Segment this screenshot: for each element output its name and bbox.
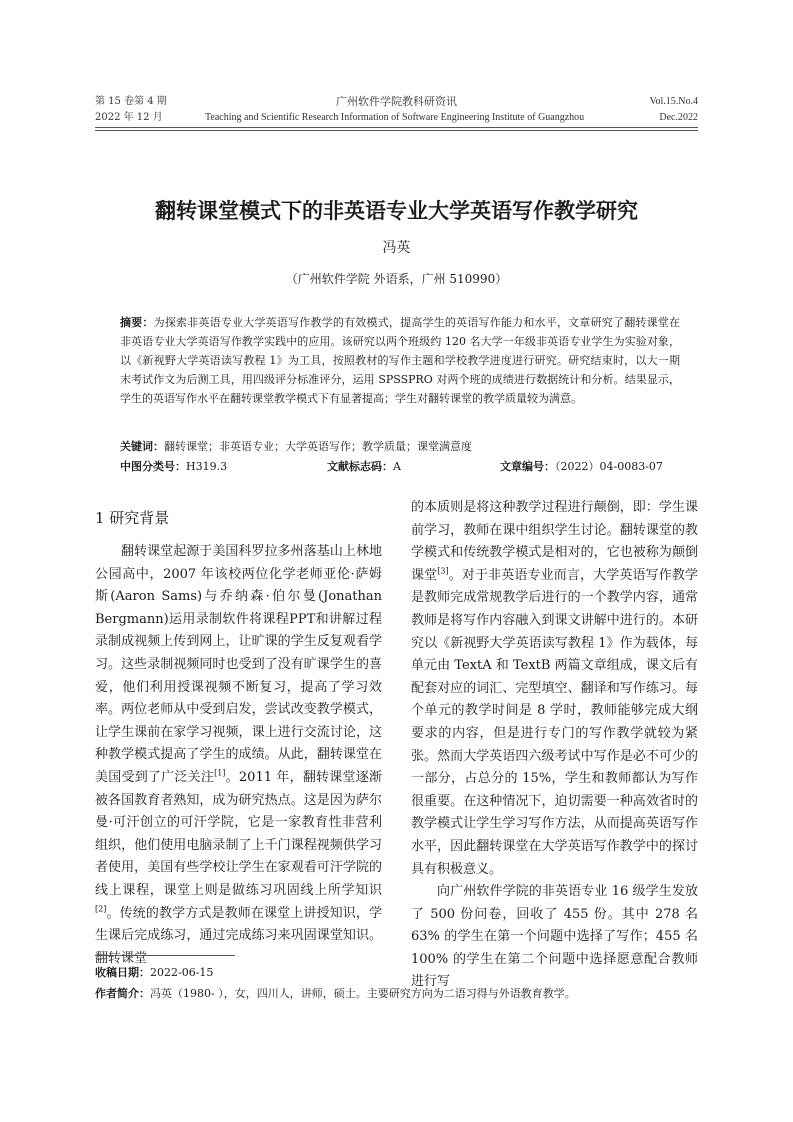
- header-journal-cn: 广州软件学院教科研资讯: [336, 95, 457, 108]
- article-no-line: [500, 457, 663, 476]
- abstract-block: [120, 313, 680, 408]
- header-rule-top: [95, 127, 698, 128]
- citation-ref: [3]: [437, 566, 449, 576]
- doc-code-label: 文献标志码：: [327, 460, 393, 473]
- citation-ref: [2]: [95, 904, 107, 914]
- keywords-label: 关键词：: [120, 440, 164, 453]
- header-date: 2022 年 12 月: [95, 112, 163, 123]
- clc-label: 中图分类号：: [120, 460, 186, 473]
- body-text: 传统的教学方式是教师在课堂上讲授知识，学生课后完成练习，通过完成练习来巩固课堂知识。翻转课堂: [95, 905, 382, 966]
- received-label: 收稿日期：: [95, 966, 150, 979]
- body-paragraph: 向广州软件学院的非英语专业 16 级学生发放了 500 份问卷，回收了 455 份。其中 278 名 63% 的学生在第一个问题中选择了写作；455 名 100% 的学生在第二个问题中选择愿意配合教师进行写: [411, 884, 698, 990]
- header-vol-en: Vol.15.No.4: [649, 96, 698, 107]
- section-heading: 1 研究背景: [95, 509, 170, 527]
- clc-value: H319.3: [186, 460, 228, 473]
- citation-ref: [1]: [214, 768, 226, 778]
- body-left-column: [95, 497, 382, 970]
- body-text: 2011 年，翻转课堂逐渐被各国教育者熟知，成为研究热点。这是因为萨尔曼·可汗创立的可汗学院，它是一家教育性非营利组织，他们使用电脑录制了上千门课程视频供学习者使用，美国有些学校让学生在家观看可汗学院的线上课程，课堂上则是做练习巩固线上所学知识: [95, 769, 382, 898]
- header-journal-en: Teaching and Scientific Research Information of Software Engineering Institute of Guangzhou: [205, 112, 585, 123]
- header-volume: 第 15 卷第 4 期: [95, 96, 167, 107]
- abstract-label: 摘要：: [120, 316, 154, 329]
- article-no-value: （2022）04-0083-07: [555, 460, 663, 473]
- keywords-line: [120, 437, 680, 456]
- body-text: 。对于非英语专业而言，大学英语写作教学是教师完成常规教学后进行的一个教学内容，通常教师是将写作内容融入到课文讲解中进行的。本研究以《新视野大学英语读写教程 1》作为载体，每单元由 TextA 和 TextB 两篇文章组成，课文后有配套对应的词汇、完型填空、翻译和写作练习。每个单元的教学时间是 8 学时，教师能够完成大纲要求的内容，但是进行专门的写作教学就较为紧张。然而大学英语四六级考试中写作是必不可少的一部分，占总分的 15%，学生和教师都认为写作很重要。在这种情况下，迫切需要一种高效省时的教学模式让学生学习写作方法，从而提高英语写作水平，因此翻转课堂在大学英语写作教学中的探讨具有积极意义。: [411, 567, 698, 877]
- bio-label: 作者简介：: [95, 987, 150, 1000]
- author-bio-line: [95, 986, 576, 1002]
- header-rule-bottom: [95, 130, 698, 131]
- body-right-column: [411, 497, 698, 994]
- body-paragraph: [411, 497, 698, 881]
- body-paragraph: 翻转课堂起源于美国科罗拉多州落基山上林地公园高中，2007 年该校两位化学老师亚伦·萨姆斯(Aaron Sams)与乔纳森·伯尔曼(Jonathan Bergmann)运用录制软件将课程PPT和讲解过程录制成视频上传到网上，让旷课的学生反复观看学习。这些录制视频同时也受到了没有旷课学生的喜爱，他们利用授课视频不断复习，提高了学习效率。两位老师从中受到启发，尝试改变教学模式，让学生课前在家学习视频，课上进行交流讨论，这种教学模式提高了学生的成绩。从此，翻转课堂在美国受到了广泛关注[1]。2011 年，翻转课堂逐渐被各国教育者熟知，成为研究热点。这是因为萨尔曼·可汗创立的可汗学院，它是一家教育性非营利组织，他们使用电脑录制了上千门课程视频供学习者使用，美国有些学校让学生在家观看可汗学院的线上课程，课堂上则是做练习巩固线上所学知识[2]。传统的教学方式是教师在课堂上讲授知识，学生课后完成练习，通过完成练习来巩固课堂知识。翻转课堂: [95, 544, 382, 966]
- body-text: 的本质则是将这种教学过程进行颠倒，即：学生课前学习，教师在课中组织学生讨论。翻转课堂的教学模式和传统教学模式是相对的，它也被称为颠倒课堂: [411, 500, 698, 583]
- doc-code-line: [327, 457, 401, 476]
- article-no-label: 文章编号：: [500, 460, 555, 473]
- doc-code-value: A: [393, 460, 401, 473]
- article-title: 翻转课堂模式下的非英语专业大学英语写作教学研究: [155, 198, 638, 223]
- received-value: 2022-06-15: [150, 966, 214, 979]
- abstract-text: 为探索非英语专业大学英语写作教学的有效模式，提高学生的英语写作能力和水平，文章研究了翻转课堂在非英语专业大学英语写作教学实践中的应用。该研究以两个班级约 120 名大学一年级非英语专业学生为实验对象，以《新视野大学英语读写教程 1》为工具，按照教材的写作主题和学校教学进度进行研究。研究结束时，以大一期末考试作文为后测工具，用四级评分标准评分，运用 SPSSPRO 对两个班的成绩进行数据统计和分析。结果显示，学生的英语写作水平在翻转课堂教学模式下有显著提高；学生对翻转课堂的教学质量较为满意。: [120, 316, 681, 405]
- header-date-en: Dec.2022: [659, 112, 698, 123]
- article-affiliation: （广州软件学院 外语系，广州 510990）: [285, 272, 508, 286]
- body-text: 翻转课堂起源于美国科罗拉多州落基山上林地公园高中，2007 年该校两位化学老师亚伦·萨姆斯(Aaron Sams)与乔纳森·伯尔曼(Jonathan Bergmann)运用录制软件将课程PPT和讲解过程录制成视频上传到网上，让旷课的学生反复观看学习。这些录制视频同时也受到了没有旷课学生的喜爱，他们利用授课视频不断复习，提高了学习效率。两位老师从中受到启发，尝试改变教学模式，让学生课前在家学习视频，课上进行交流讨论，这种教学模式提高了学生的成绩。从此，翻转课堂在美国受到了广泛关注: [95, 544, 382, 785]
- keywords-text: 翻转课堂；非英语专业；大学英语写作；教学质量；课堂满意度: [164, 440, 472, 453]
- footnote-rule: [95, 955, 235, 956]
- received-date-line: [95, 965, 213, 981]
- article-author: 冯英: [382, 240, 411, 256]
- clc-line: [120, 457, 227, 476]
- bio-value: 冯英（1980- ），女，四川人，讲师，硕士。主要研究方向为二语习得与外语教育教学。: [150, 987, 576, 1000]
